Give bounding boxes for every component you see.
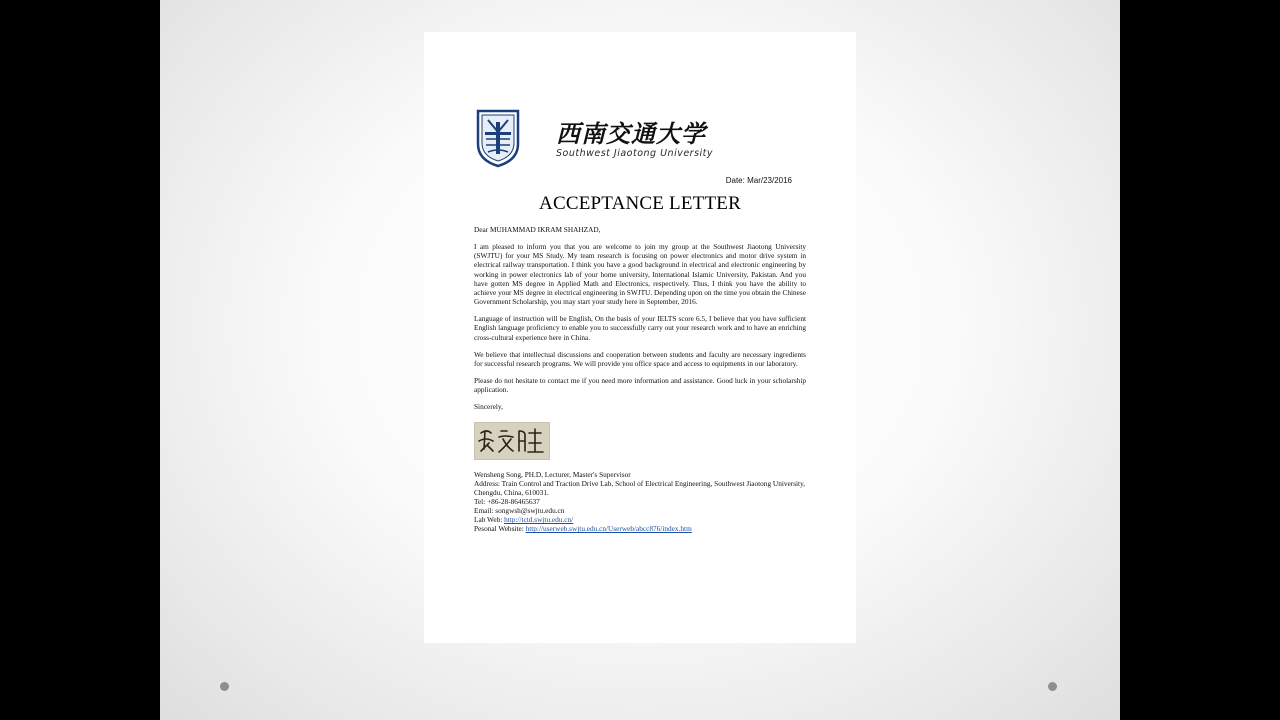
university-name-english: Southwest Jiaotong University <box>556 148 714 159</box>
paragraph: We believe that intellectual discussions and cooperation between students and faculty are necessary ingredients for successful research programs. We will provide you office space and access to equipments in our laboratory. <box>474 349 806 368</box>
university-name-chinese: 西南交通大学 <box>556 119 706 148</box>
nav-dot-right[interactable] <box>1048 682 1057 691</box>
paragraph: Language of instruction will be English, On the basis of your IELTS score 6.5, I believe that you have sufficient English language proficiency to enable you to successfully carry out your research work and to have an enriching cross-cultural experience here in China. <box>474 314 806 342</box>
signer-details <box>474 470 806 534</box>
signature-image <box>474 422 550 460</box>
handwritten-signature-icon <box>475 423 549 459</box>
closing: Sincerely, <box>474 402 503 412</box>
nav-dot-left[interactable] <box>220 682 229 691</box>
signer-email: Email: songwsh@swjtu.edu.cn <box>474 506 565 516</box>
signer-name: Wensheng Song, PH.D, Lecturer, Master's Supervisor <box>474 469 631 479</box>
university-crest-icon <box>474 108 522 168</box>
letter-title: ACCEPTANCE LETTER <box>539 193 741 214</box>
lab-web-link[interactable]: http://tctd.swjtu.edu.cn/ <box>504 515 574 525</box>
letter-date: Date: Mar/23/2016 <box>725 176 792 185</box>
letter-body <box>474 225 806 534</box>
paragraph: Please do not hesitate to contact me if you need more information and assistance. Good luck in your scholarship application. <box>474 376 806 395</box>
slide <box>160 0 1120 720</box>
personal-website-link[interactable]: http://userweb.swjtu.edu.cn/Userweb/abcc876/index.htm <box>525 524 692 534</box>
salutation: Dear MUHAMMAD IKRAM SHAHZAD, <box>474 225 601 234</box>
personal-website-label: Pesonal Website: <box>474 524 526 534</box>
signer-address: Address: Train Control and Traction Drive Lab, School of Electrical Engineering, Southwest Jiaotong University, Chengdu, China, 610031. <box>474 478 806 497</box>
lab-web-label: Lab Web: <box>474 515 505 525</box>
acceptance-letter-page <box>424 32 856 643</box>
signer-tel: Tel: +86-28-86465637 <box>474 496 540 506</box>
letterhead <box>474 108 724 168</box>
signer-personal-website <box>474 524 806 533</box>
signer-lab-web <box>474 515 806 524</box>
paragraph: I am pleased to inform you that you are welcome to join my group at the Southwest Jiaotong University (SWJTU) for your MS Study. My team research is focusing on power electronics and motor drive system in electrical railway transportation. I think you have a good background in electrical and electronic engineering by working in power electronics lab of your home university, International Islamic University, Pakistan. And you have gotten MS degree in Applied Math and Electronics, respectively. Thus, I think you have the ability to achieve your MS degree in electrical engineering in SWJTU. Depending upon on the time you obtain the Chinese Government Scholarship, you may start your study here in September, 2016. <box>474 242 806 307</box>
